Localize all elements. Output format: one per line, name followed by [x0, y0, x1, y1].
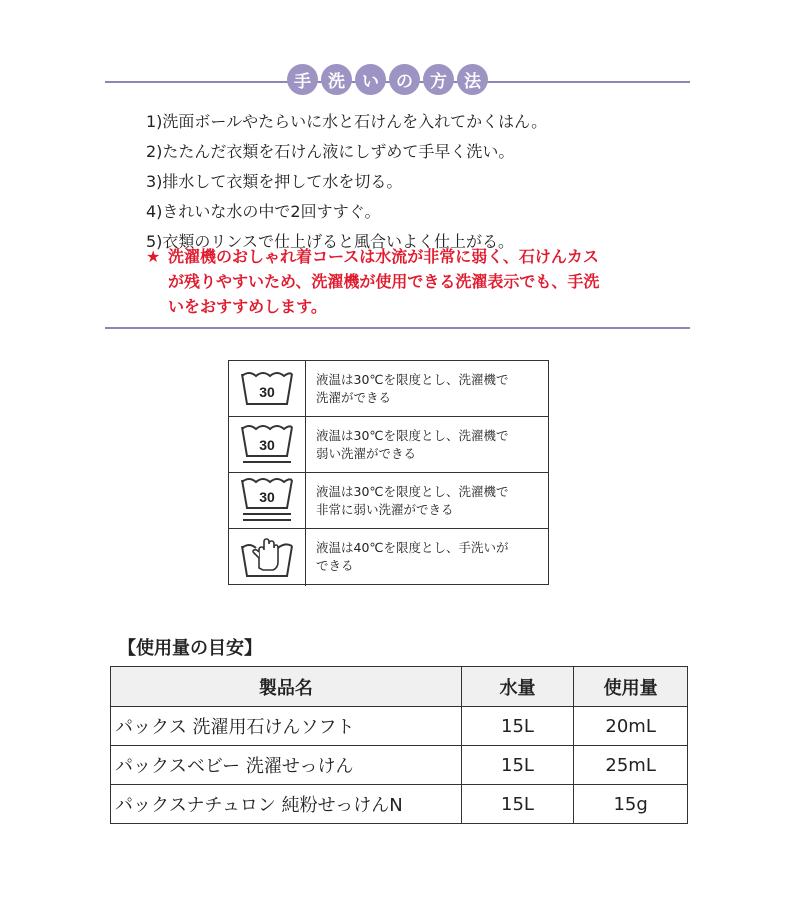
water-amount: 15L — [461, 746, 574, 785]
wash-30-icon — [237, 366, 297, 412]
usage-amount: 25mL — [574, 746, 688, 785]
care-symbol-text: 弱い洗濯ができる — [316, 446, 417, 461]
wash-30-very-gentle-icon — [237, 476, 297, 526]
instruction-list — [146, 107, 706, 257]
title-char: い — [355, 64, 386, 95]
section-header — [105, 62, 690, 100]
instruction-step: 4)きれいな水の中で2回すすぐ。 — [146, 202, 381, 221]
product-name: パックスナチュロン 純粉せっけんN — [111, 785, 462, 824]
title-char: 手 — [287, 64, 318, 95]
care-symbol-text: 液温は30℃を限度とし、洗濯機で — [316, 372, 509, 387]
column-header-product: 製品名 — [111, 667, 462, 707]
water-amount: 15L — [461, 707, 574, 746]
title-char: 法 — [457, 64, 488, 95]
note-line: が残りやすいため、洗濯機が使用できる洗濯表示でも、手洗 — [168, 272, 600, 291]
care-symbol-text: 液温は30℃を限度とし、洗濯機で — [316, 484, 509, 499]
care-symbol-text: 液温は40℃を限度とし、手洗いが — [316, 540, 509, 555]
product-name: パックス 洗濯用石けんソフト — [111, 707, 462, 746]
instruction-step: 1)洗面ボールやたらいに水と石けんを入れてかくはん。 — [146, 112, 548, 131]
table-row — [111, 746, 688, 785]
table-row — [111, 707, 688, 746]
care-symbol-text: できる — [316, 558, 354, 573]
care-symbol-row — [229, 361, 548, 417]
usage-amount: 15g — [574, 785, 688, 824]
temperature-label: 30 — [259, 383, 275, 400]
water-amount: 15L — [461, 785, 574, 824]
warning-note — [146, 244, 701, 319]
title-char: 洗 — [321, 64, 352, 95]
section-divider — [105, 327, 690, 329]
instruction-step: 5)衣類のリンスで仕上げると風合いよく仕上がる。 — [146, 232, 514, 251]
note-line: いをおすすめします。 — [168, 297, 327, 316]
care-symbol-row — [229, 529, 548, 586]
care-symbol-text: 液温は30℃を限度とし、洗濯機で — [316, 428, 509, 443]
temperature-label: 30 — [259, 436, 275, 453]
column-header-amount: 使用量 — [574, 667, 688, 707]
care-symbol-text: 非常に弱い洗濯ができる — [316, 502, 454, 517]
usage-table — [110, 666, 688, 824]
star-icon: ★ — [146, 247, 161, 266]
care-symbol-table — [228, 360, 549, 585]
table-header-row — [111, 667, 688, 707]
wash-30-gentle-icon — [237, 422, 297, 468]
instruction-step: 2)たたんだ衣類を石けん液にしずめて手早く洗い。 — [146, 142, 515, 161]
usage-amount: 20mL — [574, 707, 688, 746]
title-char: 方 — [423, 64, 454, 95]
product-name: パックスベビー 洗濯せっけん — [111, 746, 462, 785]
instruction-step: 3)排水して衣類を押して水を切る。 — [146, 172, 403, 191]
title-char: の — [389, 64, 420, 95]
usage-title: 【使用量の目安】 — [118, 638, 262, 659]
care-symbol-row — [229, 473, 548, 529]
care-symbol-row — [229, 417, 548, 473]
section-title — [287, 64, 488, 95]
column-header-water: 水量 — [461, 667, 574, 707]
care-symbol-text: 洗濯ができる — [316, 390, 392, 405]
note-line: 洗濯機のおしゃれ着コースは水流が非常に弱く、石けんカス — [168, 247, 599, 266]
hand-wash-icon — [237, 534, 297, 582]
temperature-label: 30 — [259, 488, 275, 505]
table-row — [111, 785, 688, 824]
